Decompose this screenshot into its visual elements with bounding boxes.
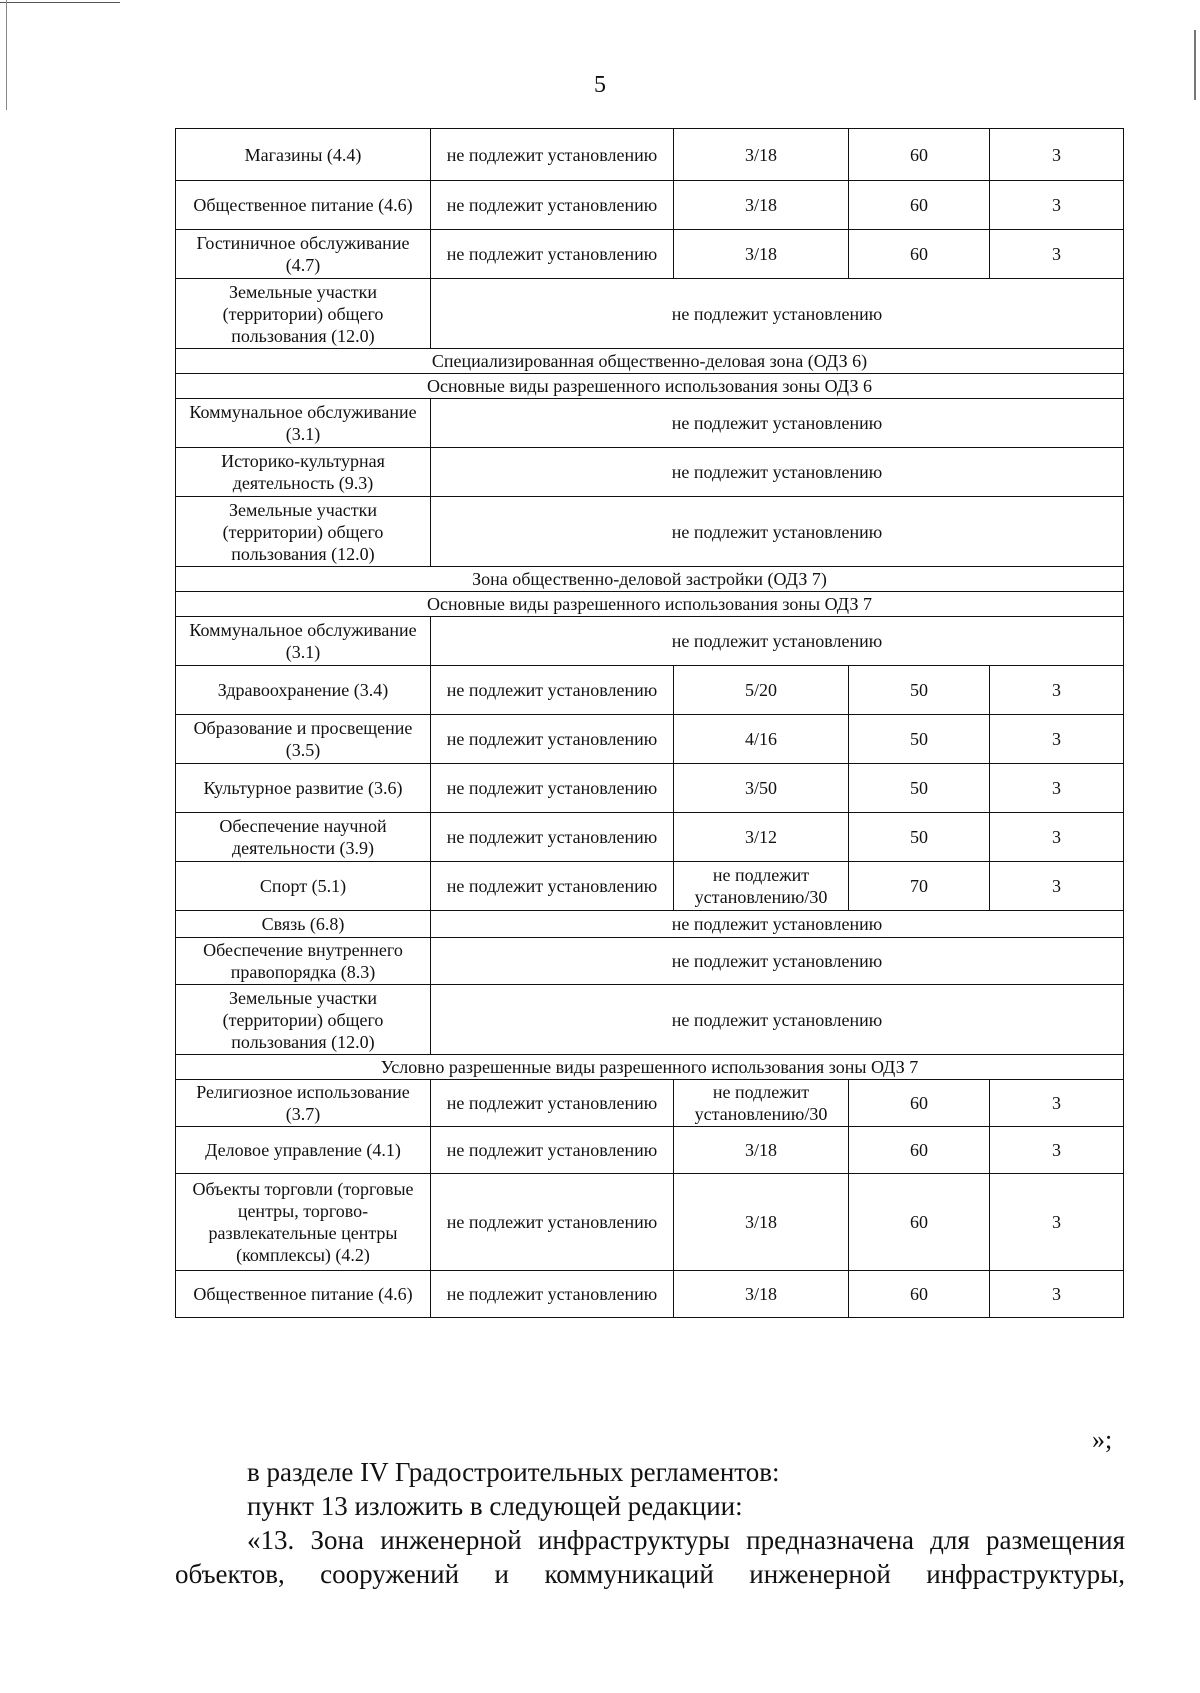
percent-cell: 60 xyxy=(849,129,990,181)
section-header-row xyxy=(176,567,1124,592)
merged-value-cell: не подлежит установлению xyxy=(431,938,1124,985)
percent-cell: 70 xyxy=(849,862,990,911)
setback-cell: 3 xyxy=(990,764,1124,813)
land-use-name-cell: Спорт (5.1) xyxy=(176,862,431,911)
land-use-name-cell: Земельные участки (территории) общего пользования (12.0) xyxy=(176,985,431,1055)
floors-height-cell: 3/18 xyxy=(674,129,849,181)
setback-cell: 3 xyxy=(990,715,1124,764)
setback-cell: 3 xyxy=(990,1271,1124,1318)
setback-cell: 3 xyxy=(990,1174,1124,1271)
table-row xyxy=(176,497,1124,567)
land-use-name-cell: Обеспечение научной деятельности (3.9) xyxy=(176,813,431,862)
setback-cell: 3 xyxy=(990,813,1124,862)
value-cell: не подлежит установлению xyxy=(431,230,674,279)
value-cell: не подлежит установлению xyxy=(431,715,674,764)
percent-cell: 50 xyxy=(849,764,990,813)
table-row xyxy=(176,1271,1124,1318)
floors-height-cell: не подлежит установлению/30 xyxy=(674,862,849,911)
setback-cell: 3 xyxy=(990,666,1124,715)
table-row xyxy=(176,985,1124,1055)
floors-height-cell: 3/18 xyxy=(674,1271,849,1318)
setback-cell: 3 xyxy=(990,181,1124,230)
table-row xyxy=(176,1174,1124,1271)
section-header-cell: Условно разрешенные виды разрешенного использования зоны ОДЗ 7 xyxy=(176,1055,1124,1080)
section-header-cell: Зона общественно-деловой застройки (ОДЗ 7) xyxy=(176,567,1124,592)
floors-height-cell: 3/18 xyxy=(674,181,849,230)
value-cell: не подлежит установлению xyxy=(431,666,674,715)
table-row xyxy=(176,1080,1124,1127)
section-header-row xyxy=(176,1055,1124,1080)
merged-value-cell: не подлежит установлению xyxy=(431,448,1124,497)
table-row xyxy=(176,617,1124,666)
value-cell: не подлежит установлению xyxy=(431,1271,674,1318)
table-row xyxy=(176,911,1124,938)
floors-height-cell: не подлежит установлению/30 xyxy=(674,1080,849,1127)
table-row xyxy=(176,862,1124,911)
land-use-name-cell: Связь (6.8) xyxy=(176,911,431,938)
setback-cell: 3 xyxy=(990,862,1124,911)
zoning-table xyxy=(175,128,1124,1318)
merged-value-cell: не подлежит установлению xyxy=(431,985,1124,1055)
land-use-name-cell: Земельные участки (территории) общего пользования (12.0) xyxy=(176,279,431,349)
floors-height-cell: 3/18 xyxy=(674,1127,849,1174)
setback-cell: 3 xyxy=(990,230,1124,279)
table-row xyxy=(176,1127,1124,1174)
land-use-name-cell: Историко-культурная деятельность (9.3) xyxy=(176,448,431,497)
section-header-row xyxy=(176,349,1124,374)
land-use-name-cell: Деловое управление (4.1) xyxy=(176,1127,431,1174)
value-cell: не подлежит установлению xyxy=(431,181,674,230)
land-use-name-cell: Объекты торговли (торговые центры, торгово-развлекательные центры (комплексы) (4.2) xyxy=(176,1174,431,1271)
table-row xyxy=(176,666,1124,715)
table-row xyxy=(176,764,1124,813)
land-use-name-cell: Здравоохранение (3.4) xyxy=(176,666,431,715)
table-row xyxy=(176,181,1124,230)
land-use-name-cell: Коммунальное обслуживание (3.1) xyxy=(176,617,431,666)
percent-cell: 60 xyxy=(849,181,990,230)
value-cell: не подлежит установлению xyxy=(431,813,674,862)
section-header-row xyxy=(176,374,1124,399)
percent-cell: 50 xyxy=(849,813,990,862)
merged-value-cell: не подлежит установлению xyxy=(431,279,1124,349)
table-row xyxy=(176,399,1124,448)
paragraph-item-13: пункт 13 изложить в следующей редакции: xyxy=(247,1491,743,1521)
percent-cell: 60 xyxy=(849,1080,990,1127)
value-cell: не подлежит установлению xyxy=(431,129,674,181)
value-cell: не подлежит установлению xyxy=(431,1127,674,1174)
percent-cell: 50 xyxy=(849,666,990,715)
land-use-name-cell: Земельные участки (территории) общего пользования (12.0) xyxy=(176,497,431,567)
scan-edge-mark xyxy=(0,2,120,3)
section-header-cell: Основные виды разрешенного использования зоны ОДЗ 6 xyxy=(176,374,1124,399)
table-row xyxy=(176,813,1124,862)
table-row xyxy=(176,129,1124,181)
percent-cell: 60 xyxy=(849,230,990,279)
value-cell: не подлежит установлению xyxy=(431,1174,674,1271)
percent-cell: 60 xyxy=(849,1127,990,1174)
table-row xyxy=(176,938,1124,985)
percent-cell: 60 xyxy=(849,1174,990,1271)
page-number: 5 xyxy=(594,72,606,98)
value-cell: не подлежит установлению xyxy=(431,764,674,813)
closing-quote: »; xyxy=(1092,1425,1113,1454)
table-row xyxy=(176,230,1124,279)
merged-value-cell: не подлежит установлению xyxy=(431,911,1124,938)
merged-value-cell: не подлежит установлению xyxy=(431,399,1124,448)
land-use-name-cell: Обеспечение внутреннего правопорядка (8.3) xyxy=(176,938,431,985)
percent-cell: 50 xyxy=(849,715,990,764)
setback-cell: 3 xyxy=(990,1080,1124,1127)
paragraph-zone-description-continued: объектов, сооружений и коммуникаций инженерной инфраструктуры, xyxy=(175,1559,1125,1589)
paragraph-zone-description: «13. Зона инженерной инфраструктуры предназначена для размещения xyxy=(247,1525,1125,1555)
merged-value-cell: не подлежит установлению xyxy=(431,617,1124,666)
floors-height-cell: 5/20 xyxy=(674,666,849,715)
table-row xyxy=(176,715,1124,764)
table-row xyxy=(176,279,1124,349)
floors-height-cell: 4/16 xyxy=(674,715,849,764)
value-cell: не подлежит установлению xyxy=(431,862,674,911)
land-use-name-cell: Религиозное использование (3.7) xyxy=(176,1080,431,1127)
floors-height-cell: 3/18 xyxy=(674,1174,849,1271)
floors-height-cell: 3/12 xyxy=(674,813,849,862)
table-row xyxy=(176,448,1124,497)
setback-cell: 3 xyxy=(990,129,1124,181)
land-use-name-cell: Коммунальное обслуживание (3.1) xyxy=(176,399,431,448)
value-cell: не подлежит установлению xyxy=(431,1080,674,1127)
section-header-cell: Специализированная общественно-деловая зона (ОДЗ 6) xyxy=(176,349,1124,374)
merged-value-cell: не подлежит установлению xyxy=(431,497,1124,567)
land-use-name-cell: Магазины (4.4) xyxy=(176,129,431,181)
land-use-name-cell: Общественное питание (4.6) xyxy=(176,181,431,230)
section-header-cell: Основные виды разрешенного использования зоны ОДЗ 7 xyxy=(176,592,1124,617)
land-use-name-cell: Культурное развитие (3.6) xyxy=(176,764,431,813)
paragraph-section-iv: в разделе IV Градостроительных регламентов: xyxy=(247,1457,780,1487)
section-header-row xyxy=(176,592,1124,617)
floors-height-cell: 3/18 xyxy=(674,230,849,279)
percent-cell: 60 xyxy=(849,1271,990,1318)
land-use-name-cell: Образование и просвещение (3.5) xyxy=(176,715,431,764)
land-use-name-cell: Гостиничное обслуживание (4.7) xyxy=(176,230,431,279)
setback-cell: 3 xyxy=(990,1127,1124,1174)
land-use-name-cell: Общественное питание (4.6) xyxy=(176,1271,431,1318)
floors-height-cell: 3/50 xyxy=(674,764,849,813)
